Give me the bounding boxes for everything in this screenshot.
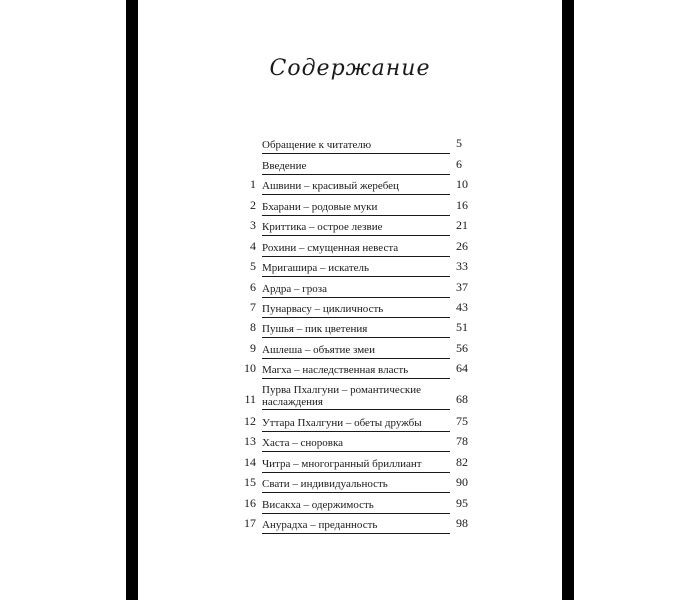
toc-row-number: 17 xyxy=(244,516,256,530)
toc-row-page: 37 xyxy=(456,280,468,294)
toc-row-title: Пурва Пхалгуни – романтические наслаждения xyxy=(262,384,450,410)
left-border-bar xyxy=(126,0,138,600)
toc-row[interactable] xyxy=(138,134,562,154)
toc-row[interactable] xyxy=(138,278,562,298)
toc-row-title: Пушья – пик цветения xyxy=(262,323,450,338)
book-page xyxy=(138,0,562,600)
toc-row[interactable] xyxy=(138,257,562,277)
toc-row-page: 16 xyxy=(456,198,468,212)
toc-row[interactable] xyxy=(138,432,562,452)
toc-row-title: Читра – многогранный бриллиант xyxy=(262,458,450,473)
toc-row-number: 5 xyxy=(250,259,256,273)
toc-row-page: 43 xyxy=(456,300,468,314)
toc-row-number: 12 xyxy=(244,414,256,428)
toc-row[interactable] xyxy=(138,175,562,195)
toc-row[interactable] xyxy=(138,298,562,318)
toc-row[interactable] xyxy=(138,382,562,410)
toc-row-title: Ашлеша – объятие змеи xyxy=(262,344,450,359)
toc-row-page: 10 xyxy=(456,177,468,191)
toc-row-number: 14 xyxy=(244,455,256,469)
toc-row[interactable] xyxy=(138,359,562,379)
toc-row-page: 95 xyxy=(456,496,468,510)
toc-row-title: Анурадха – преданность xyxy=(262,519,450,534)
toc-row-title: Пунарвасу – цикличность xyxy=(262,303,450,318)
toc-row-number: 4 xyxy=(250,239,256,253)
toc-row-number: 2 xyxy=(250,198,256,212)
toc-row-title: Магха – наследственная власть xyxy=(262,364,450,379)
toc-row-title: Криттика – острое лезвие xyxy=(262,221,450,236)
toc-row-title: Уттара Пхалгуни – обеты дружбы xyxy=(262,417,450,432)
right-border-bar xyxy=(562,0,574,600)
toc-row-title: Свати – индивидуальность xyxy=(262,478,450,493)
toc-row-page: 90 xyxy=(456,475,468,489)
toc-row-number: 13 xyxy=(244,434,256,448)
toc-row[interactable] xyxy=(138,318,562,338)
toc-row-number: 3 xyxy=(250,218,256,232)
toc-row-page: 56 xyxy=(456,341,468,355)
toc-row[interactable] xyxy=(138,473,562,493)
toc-row-title: Бхарани – родовые муки xyxy=(262,201,450,216)
toc-row[interactable] xyxy=(138,514,562,534)
toc-row[interactable] xyxy=(138,339,562,359)
toc-row-page: 5 xyxy=(456,136,462,150)
toc-row-number: 16 xyxy=(244,496,256,510)
toc-row[interactable] xyxy=(138,237,562,257)
toc-row-title: Висакха – одержимость xyxy=(262,499,450,514)
toc-row[interactable] xyxy=(138,453,562,473)
toc-row-title: Ашвини – красивый жеребец xyxy=(262,180,450,195)
toc-row-page: 82 xyxy=(456,455,468,469)
toc-row-title: Рохини – смущенная невеста xyxy=(262,242,450,257)
toc-row-title: Мригашира – искатель xyxy=(262,262,450,277)
toc-row-page: 33 xyxy=(456,259,468,273)
toc-row-number: 11 xyxy=(244,392,256,406)
toc-row-number: 1 xyxy=(250,177,256,191)
toc-row-page: 68 xyxy=(456,392,468,406)
page-title: Содержание xyxy=(269,56,431,81)
toc-row[interactable] xyxy=(138,412,562,432)
toc-row-number: 15 xyxy=(244,475,256,489)
toc-row-number: 7 xyxy=(250,300,256,314)
toc-row[interactable] xyxy=(138,155,562,175)
toc-row-title: Хаста – сноровка xyxy=(262,437,450,452)
toc-row[interactable] xyxy=(138,196,562,216)
toc-row-page: 98 xyxy=(456,516,468,530)
toc-row-number: 8 xyxy=(250,320,256,334)
toc-row-page: 26 xyxy=(456,239,468,253)
toc-row-page: 6 xyxy=(456,157,462,171)
toc-row-title: Ардра – гроза xyxy=(262,283,450,298)
toc-row[interactable] xyxy=(138,216,562,236)
toc-row-number: 6 xyxy=(250,280,256,294)
toc-row-number: 10 xyxy=(244,361,256,375)
toc-row-title: Введение xyxy=(262,160,450,175)
toc-row-page: 21 xyxy=(456,218,468,232)
toc-row-number: 9 xyxy=(250,341,256,355)
toc-row-title: Обращение к читателю xyxy=(262,139,450,154)
toc-row-page: 64 xyxy=(456,361,468,375)
toc-row-page: 78 xyxy=(456,434,468,448)
toc-row-page: 51 xyxy=(456,320,468,334)
toc-row[interactable] xyxy=(138,494,562,514)
toc-row-page: 75 xyxy=(456,414,468,428)
table-of-contents xyxy=(138,0,562,600)
